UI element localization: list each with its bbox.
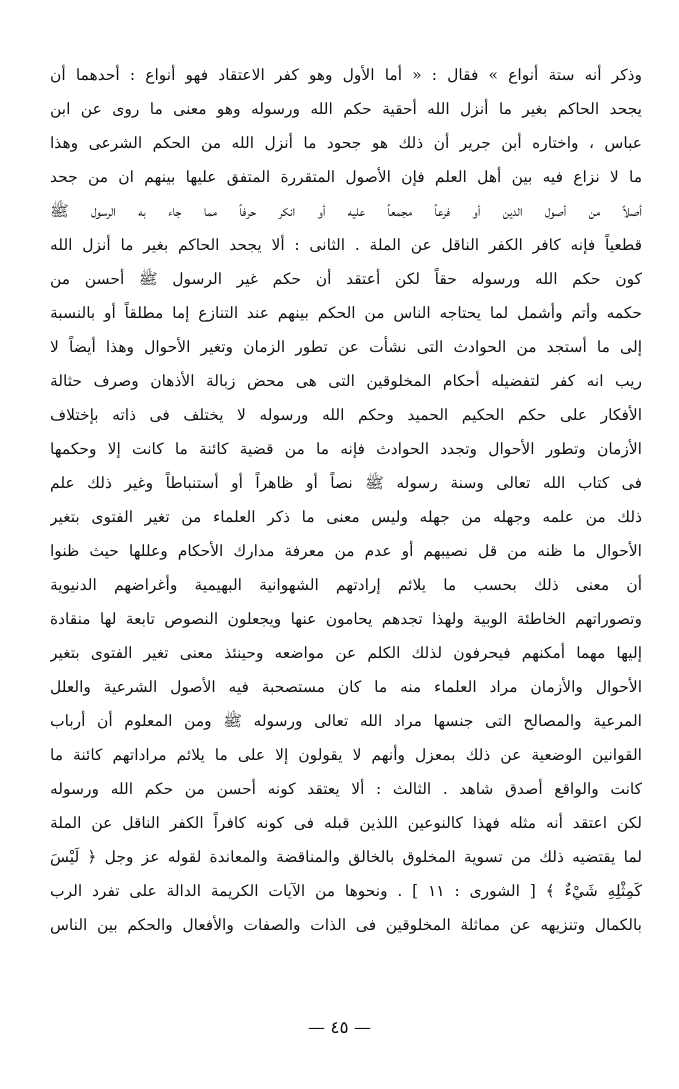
text-line: حكمه وأتم وأشمل لما يحتاجه الناس من الحكم بينهم عند التنازع إما مطلقاً أو بالنسبة bbox=[50, 304, 642, 322]
text-line: بالكمال وتنزيهه عن مماثلة المخلوقين فى الذات والصفات والأفعال والحكم بين الناس bbox=[50, 916, 642, 934]
text-line: أصلاً من أصول الدين أو فرعاً مجمعاً عليه أو انكر حرفاً مما جاء به الرسول ﷺ bbox=[50, 202, 642, 220]
text-line: الأحوال والأزمان مراد العلماء منه ما كان مستصحبة فيه الأصول الشرعية والعلل bbox=[50, 678, 642, 696]
text-line: أن معنى ذلك بحسب ما يلائم إرادتهم الشهوانية البهيمية وأغراضهم الدنيوية bbox=[50, 576, 642, 594]
body-text bbox=[50, 58, 642, 942]
text-line: يجحد الحاكم بغير ما أنزل الله أحقية حكم الله ورسوله وهو معنى ما روى عن ابن bbox=[50, 100, 642, 118]
text-line: كون حكم الله ورسوله حقاً لكن أعتقد أن حكم غير الرسول ﷺ أحسن من bbox=[50, 270, 642, 288]
text-line: عباس ، واختاره أبن جرير أن ذلك هو جحود ما أنزل الله من الحكم الشرعى وهذا bbox=[50, 134, 642, 152]
text-line: المرعية والمصالح التى جنسها مراد الله تعالى ورسوله ﷺ ومن المعلوم أن أرباب bbox=[50, 712, 642, 730]
text-line: الأفكار على حكم الحكيم الحميد وحكم الله ورسوله لا يختلف فى ذاته بإختلاف bbox=[50, 406, 642, 424]
text-line: قطعياً فإنه كافر الكفر الناقل عن الملة . الثانى : ألا يجحد الحاكم بغير ما أنزل الله bbox=[50, 236, 642, 254]
text-line: إليها مهما أمكنهم فيحرفون لذلك الكلم عن مواضعه وحينئذ معنى تغير الفتوى بتغير bbox=[50, 644, 642, 662]
page-number: — ٤٥ — bbox=[307, 1018, 372, 1038]
text-line: ذلك من علمه وجهله من جهله وليس معنى ما ذكر العلماء من تغير الفتوى بتغير bbox=[50, 508, 642, 526]
text-line: وذكر أنه ستة أنواع » فقال : « أما الأول وهو كفر الاعتقاد فهو أنواع : أحدهما أن bbox=[50, 66, 642, 84]
text-line: لكن اعتقد أنه مثله فهذا كالنوعين اللذين قبله فى كونه كافراً الكفر الناقل عن الملة bbox=[50, 814, 642, 832]
text-line: إلى ما أستجد من الحوادث التى نشأت عن تطور الزمان وتغير الأحوال وهذا أيضاً لا bbox=[50, 338, 642, 356]
text-line: القوانين الوضعية عن ذلك بمعزل وأنهم لا يقولون إلا على ما يلائم مراداتهم كائنة ما bbox=[50, 746, 642, 764]
text-line: ما لا نزاع فيه بين أهل العلم فإن الأصول المتقررة المتفق عليها بينهم ان من جحد bbox=[50, 168, 642, 186]
text-line: الأحوال ما ظنه من قل نصيبهم أو عدم من معرفة مدارك الأحكام وعللها حيث ظنوا bbox=[50, 542, 642, 560]
text-line: كَمِثْلِهِ شَيْءٌ ﴾ [ الشورى : ١١ ] . ونحوها من الآيات الكريمة الدالة على تفرد الرب bbox=[50, 882, 642, 900]
text-line: الأزمان وتطور الأحوال وتجدد الحوادث فإنه ما من قضية كائنة ما كانت إلا وحكمها bbox=[50, 440, 642, 458]
text-line: ريب انه كفر لتفضيله أحكام المخلوقين التى هى محض زبالة الأذهان وصرف حثالة bbox=[50, 372, 642, 390]
text-line: لما يقتضيه ذلك من تسوية المخلوق بالخالق والمناقضة والمعاندة لقوله عز وجل ﴿ لَيْسَ bbox=[50, 848, 642, 866]
text-line: وتصوراتهم الخاطئة الوبية ولهذا تجدهم يحامون عنها ويجعلون النصوص تابعة لها منقادة bbox=[50, 610, 642, 628]
text-line: فى كتاب الله تعالى وسنة رسوله ﷺ نصاً أو ظاهراً أو أستنباطاً وغير ذلك علم bbox=[50, 474, 642, 492]
text-line: كانت والواقع أصدق شاهد . الثالث : ألا يعتقد كونه أحسن من حكم الله ورسوله bbox=[50, 780, 642, 798]
